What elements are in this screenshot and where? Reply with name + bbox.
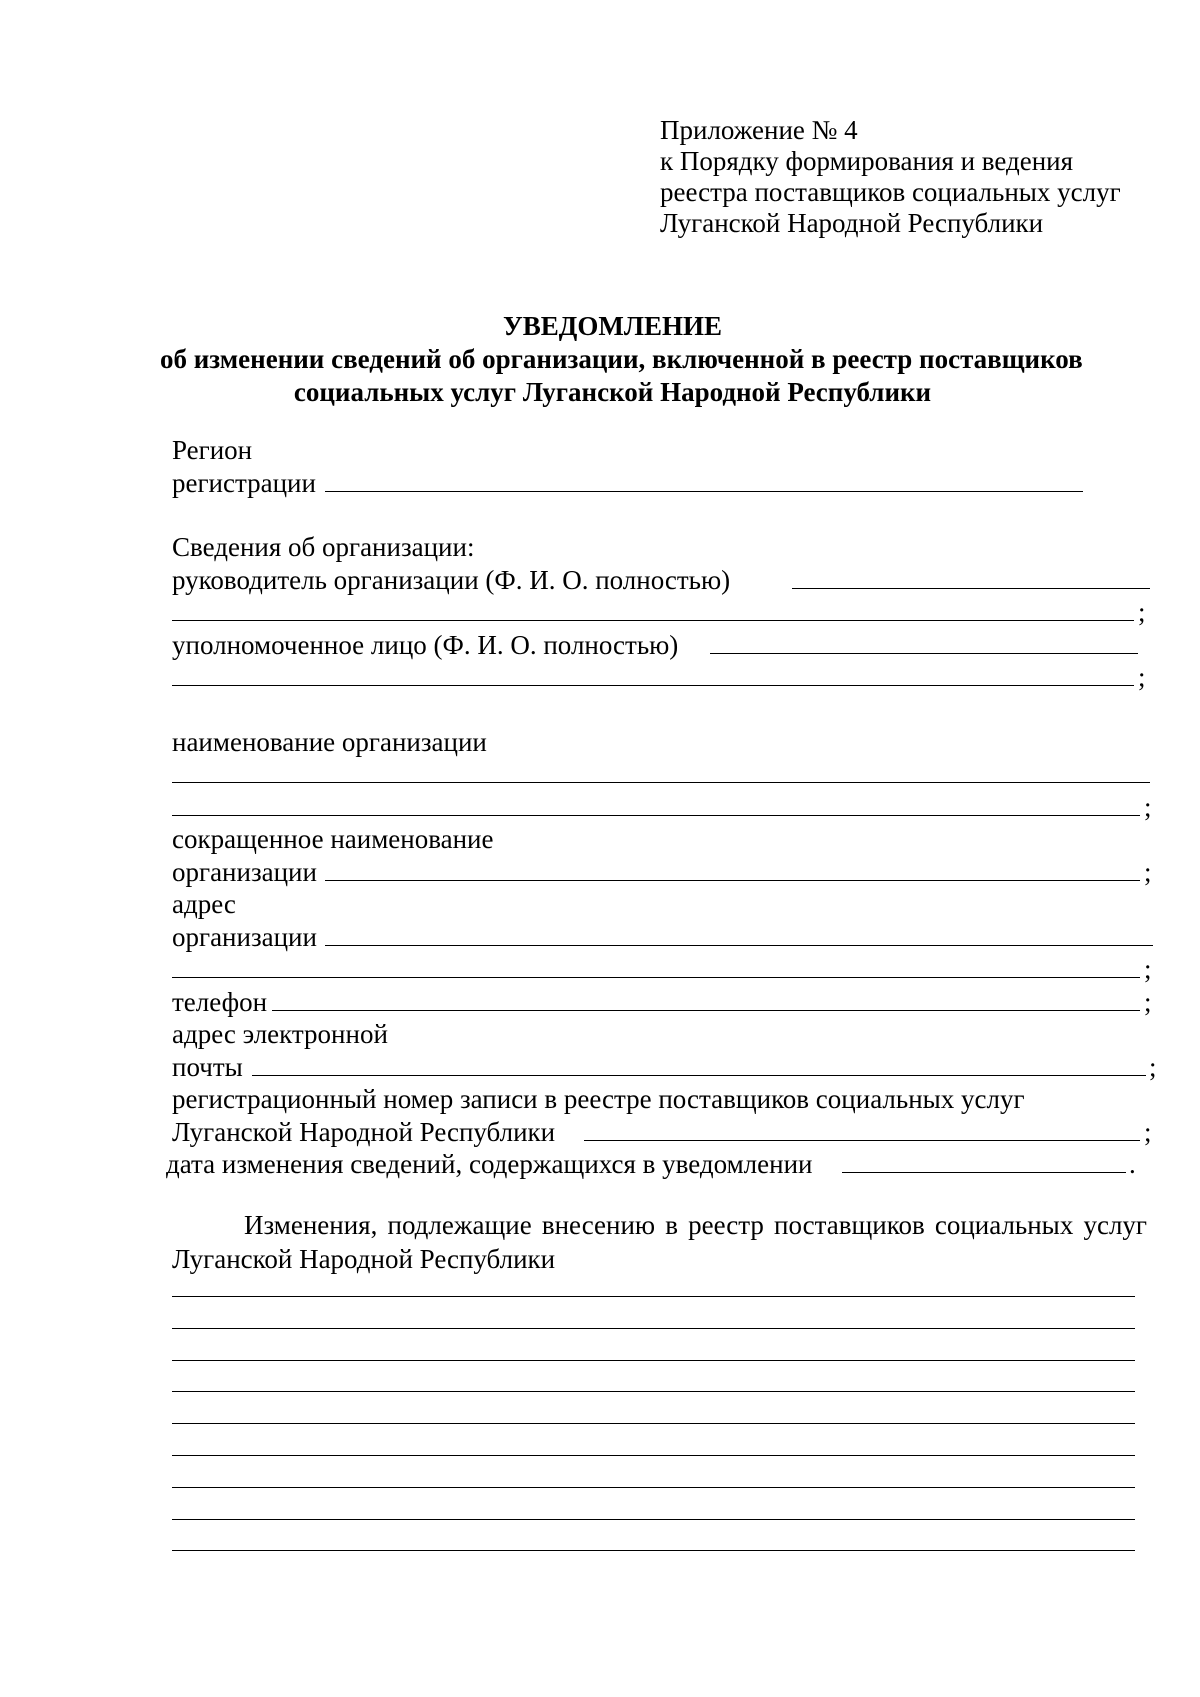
appendix-line-2: к Порядку формирования и ведения bbox=[660, 146, 1074, 176]
address-label-row bbox=[172, 888, 1147, 921]
authorized-row bbox=[172, 629, 1147, 662]
head-name-field[interactable] bbox=[792, 588, 1150, 589]
region-field-row bbox=[172, 467, 1147, 500]
change-date-field[interactable] bbox=[842, 1172, 1126, 1173]
document-subtitle-line-2: социальных услуг Луганской Народной Республики bbox=[293, 377, 932, 407]
head-name-field-continued[interactable] bbox=[172, 620, 1134, 621]
short-name-field[interactable] bbox=[325, 880, 1140, 881]
region-label: Регион bbox=[172, 435, 253, 465]
reg-number-label: регистрационный номер записи в реестре поставщиков социальных услуг bbox=[172, 1084, 1025, 1114]
phone-row bbox=[172, 986, 1152, 1019]
reg-number-field[interactable] bbox=[584, 1140, 1140, 1141]
address-row bbox=[172, 921, 1147, 954]
period: . bbox=[1129, 1149, 1136, 1179]
changes-line[interactable] bbox=[172, 1550, 1135, 1551]
semicolon: ; bbox=[1144, 986, 1152, 1017]
changes-line[interactable] bbox=[172, 1328, 1135, 1329]
spacer bbox=[172, 499, 1147, 531]
authorized-row-continued bbox=[172, 661, 1147, 694]
changes-line[interactable] bbox=[172, 1423, 1135, 1424]
email-label-continued: почты bbox=[172, 1051, 243, 1082]
org-name-field[interactable] bbox=[172, 782, 1150, 783]
head-label: руководитель организации (Ф. И. О. полностью) bbox=[172, 564, 731, 595]
changes-paragraph: Изменения, подлежащие внесению в реестр поставщиков социальных услуг Луганской Народной Республики bbox=[172, 1210, 1147, 1274]
org-name-row-2 bbox=[172, 791, 1152, 824]
appendix-number: Приложение № 4 bbox=[660, 115, 858, 145]
authorized-name-field[interactable] bbox=[710, 653, 1138, 654]
document-subtitle-line-1: об изменении сведений об организации, включенной в реестр поставщиков bbox=[160, 344, 1083, 374]
short-name-label-row bbox=[172, 823, 1147, 856]
org-name-row-1 bbox=[172, 758, 1147, 791]
semicolon: ; bbox=[1144, 791, 1152, 822]
region-registration-field[interactable] bbox=[325, 491, 1083, 492]
region-registration-label: регистрации bbox=[172, 467, 316, 498]
semicolon: ; bbox=[1144, 856, 1152, 887]
address-label-continued: организации bbox=[172, 921, 317, 952]
appendix-line-3: реестра поставщиков социальных услуг bbox=[660, 177, 1121, 207]
short-name-label-continued: организации bbox=[172, 856, 317, 887]
org-name-label-row bbox=[172, 726, 1147, 759]
phone-field[interactable] bbox=[272, 1010, 1140, 1011]
semicolon: ; bbox=[1149, 1051, 1157, 1082]
head-row bbox=[172, 564, 1147, 597]
reg-number-label-row bbox=[172, 1083, 1147, 1116]
short-name-row bbox=[172, 856, 1152, 889]
org-name-field-continued[interactable] bbox=[172, 815, 1140, 816]
address-row-continued bbox=[172, 953, 1152, 986]
reg-number-row bbox=[172, 1116, 1152, 1149]
short-name-label: сокращенное наименование bbox=[172, 824, 494, 854]
authorized-label: уполномоченное лицо (Ф. И. О. полностью) bbox=[172, 629, 679, 660]
email-field[interactable] bbox=[252, 1075, 1146, 1076]
org-info-heading: Сведения об организации: bbox=[172, 532, 475, 562]
address-label: адрес bbox=[172, 889, 236, 919]
semicolon: ; bbox=[1144, 1116, 1152, 1147]
appendix-line-4: Луганской Народной Республики bbox=[660, 208, 1044, 238]
address-field-continued[interactable] bbox=[172, 977, 1140, 978]
region-label-row bbox=[172, 434, 1147, 467]
notification-form bbox=[166, 434, 1157, 1181]
spacer bbox=[172, 694, 1147, 726]
change-date-label: дата изменения сведений, содержащихся в уведомлении bbox=[166, 1149, 813, 1179]
org-name-label: наименование организации bbox=[172, 726, 487, 757]
changes-line[interactable] bbox=[172, 1360, 1135, 1361]
changes-line[interactable] bbox=[172, 1391, 1135, 1392]
changes-line[interactable] bbox=[172, 1296, 1135, 1297]
changes-line[interactable] bbox=[172, 1487, 1135, 1488]
document-title-block bbox=[160, 310, 1083, 409]
semicolon: ; bbox=[1138, 662, 1146, 692]
email-label-row bbox=[172, 1018, 1147, 1051]
appendix-header bbox=[660, 115, 1121, 239]
address-field[interactable] bbox=[325, 945, 1153, 946]
phone-label: телефон bbox=[172, 986, 268, 1017]
changes-ruled-area[interactable] bbox=[172, 1296, 1135, 1582]
org-info-row bbox=[172, 531, 1147, 564]
authorized-name-field-continued[interactable] bbox=[172, 685, 1134, 686]
changes-line[interactable] bbox=[172, 1455, 1135, 1456]
changes-line[interactable] bbox=[172, 1519, 1135, 1520]
email-row bbox=[172, 1051, 1157, 1084]
head-row-continued bbox=[172, 596, 1147, 629]
semicolon: ; bbox=[1138, 597, 1146, 627]
reg-number-label-continued: Луганской Народной Республики bbox=[172, 1116, 556, 1147]
semicolon: ; bbox=[1144, 954, 1152, 984]
change-date-row bbox=[166, 1148, 1141, 1181]
document-title: УВЕДОМЛЕНИЕ bbox=[502, 311, 723, 341]
email-label: адрес электронной bbox=[172, 1019, 388, 1049]
